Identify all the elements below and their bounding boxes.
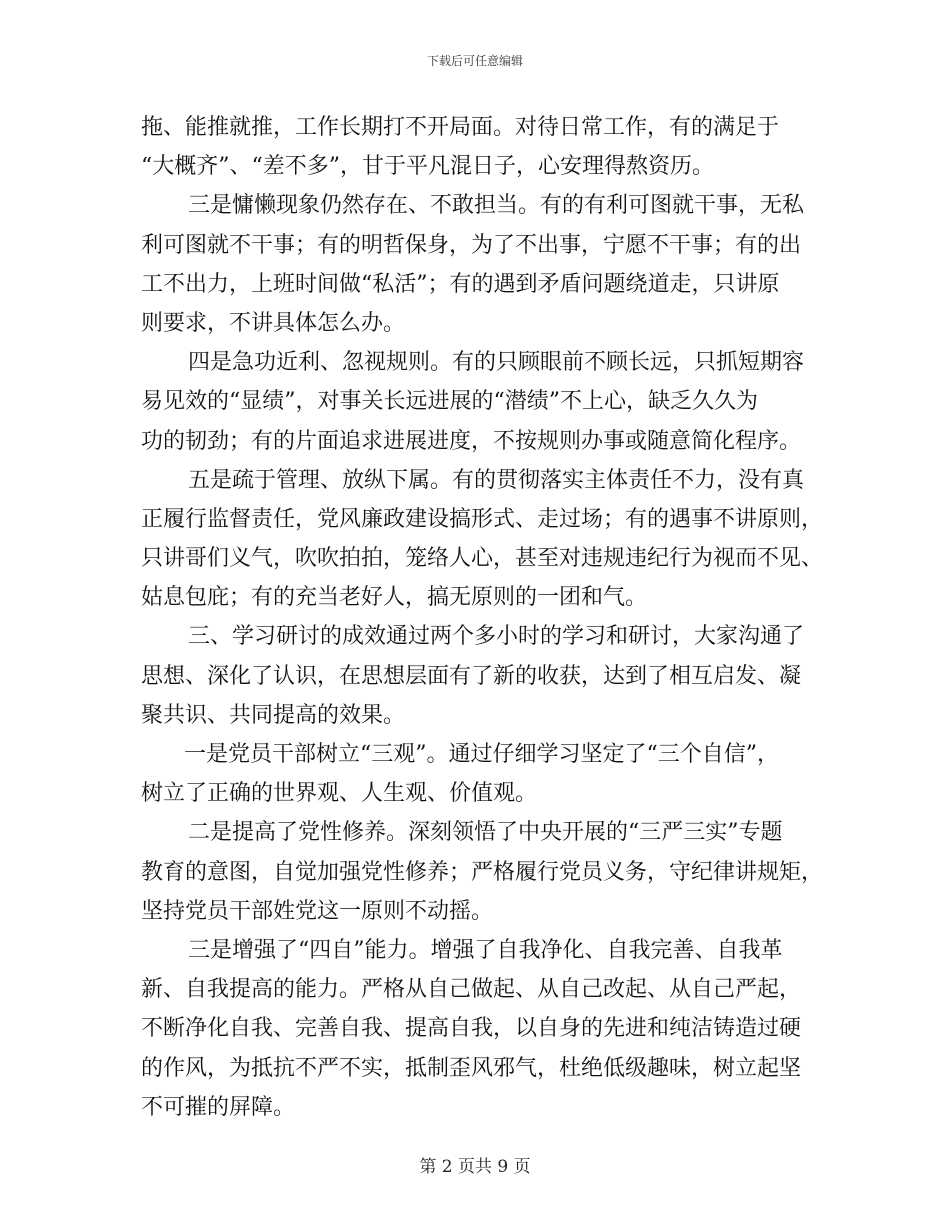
document-body [141,108,824,1127]
paragraph-first-line: 四是急功近利、忽视规则。有的只顾眼前不顾长远，只抓短期容 [188,350,805,376]
paragraph-first-line: 一是党员干部树立“三观”。通过仔细学习坚定了“三个自信”， [184,742,779,767]
text-line: 的作风，为抵抗不严不实，抵制歪风邪气，杜绝低级趣味，树立起坚 [141,1055,802,1081]
text-line: 教育的意图，自觉加强党性修养；严格履行党员义务，守纪律讲规矩， [141,859,824,885]
page-header: 下载后可任意编辑 [426,54,523,68]
text-line: 树立了正确的世界观、人生观、价值观。 [141,781,538,807]
section-heading-line: 三、学习研讨的成效通过两个多小时的学习和研讨，大家沟通了 [188,624,805,650]
text-line: 正履行监督责任，党风廉政建设搞形式、走过场；有的遇事不讲原则， [141,506,824,532]
page-number: 第 2 页共 9 页 [419,1157,531,1177]
text-line: 拖、能推就推，工作长期打不开局面。对待日常工作，有的满足于 [141,115,780,140]
text-line: 新、自我提高的能力。严格从自己做起、从自己改起、从自己严起， [141,977,802,1003]
paragraph-first-line: 五是疏于管理、放纵下属。有的贯彻落实主体责任不力，没有真 [188,467,805,493]
text-line: 利可图就不干事；有的明哲保身，为了不出事，宁愿不干事；有的出 [141,232,802,258]
paragraph-first-line: 三是增强了“四自”能力。增强了自我净化、自我完善、自我革 [188,937,783,963]
text-line: 姑息包庇；有的充当老好人，搞无原则的一团和气。 [141,585,648,611]
paragraph-first-line: 二是提高了党性修养。深刻领悟了中央开展的“三严三实”专题 [188,820,783,846]
text-line: “大概齐”、“差不多”，甘于平凡混日子，心安理得熬资历。 [141,154,714,180]
text-line: 不可摧的屏障。 [141,1094,296,1120]
text-line: 不断净化自我、完善自我、提高自我，以自身的先进和纯洁铸造过硬 [141,1016,802,1042]
text-line: 聚共识、共同提高的效果。 [141,702,406,728]
text-line: 功的韧劲；有的片面追求进展进度，不按规则办事或随意简化程序。 [141,428,802,454]
text-line: 坚持党员干部姓党这一原则不动摇。 [141,898,494,924]
paragraph-first-line: 三是慵懒现象仍然存在、不敢担当。有的有利可图就干事，无私 [188,193,805,219]
text-line: 只讲哥们义气，吹吹拍拍，笼络人心，甚至对违规违纪行为视而不见、 [141,546,824,572]
text-line: 易见效的“显绩”，对事关长远进展的“潜绩”不上心，缺乏久久为 [141,389,758,415]
text-line: 工不出力，上班时间做“私活”；有的遇到矛盾问题绕道走，只讲原 [141,271,780,297]
text-line: 则要求，不讲具体怎么办。 [141,310,406,336]
text-line: 思想、深化了认识，在思想层面有了新的收获，达到了相互启发、凝 [141,663,802,689]
